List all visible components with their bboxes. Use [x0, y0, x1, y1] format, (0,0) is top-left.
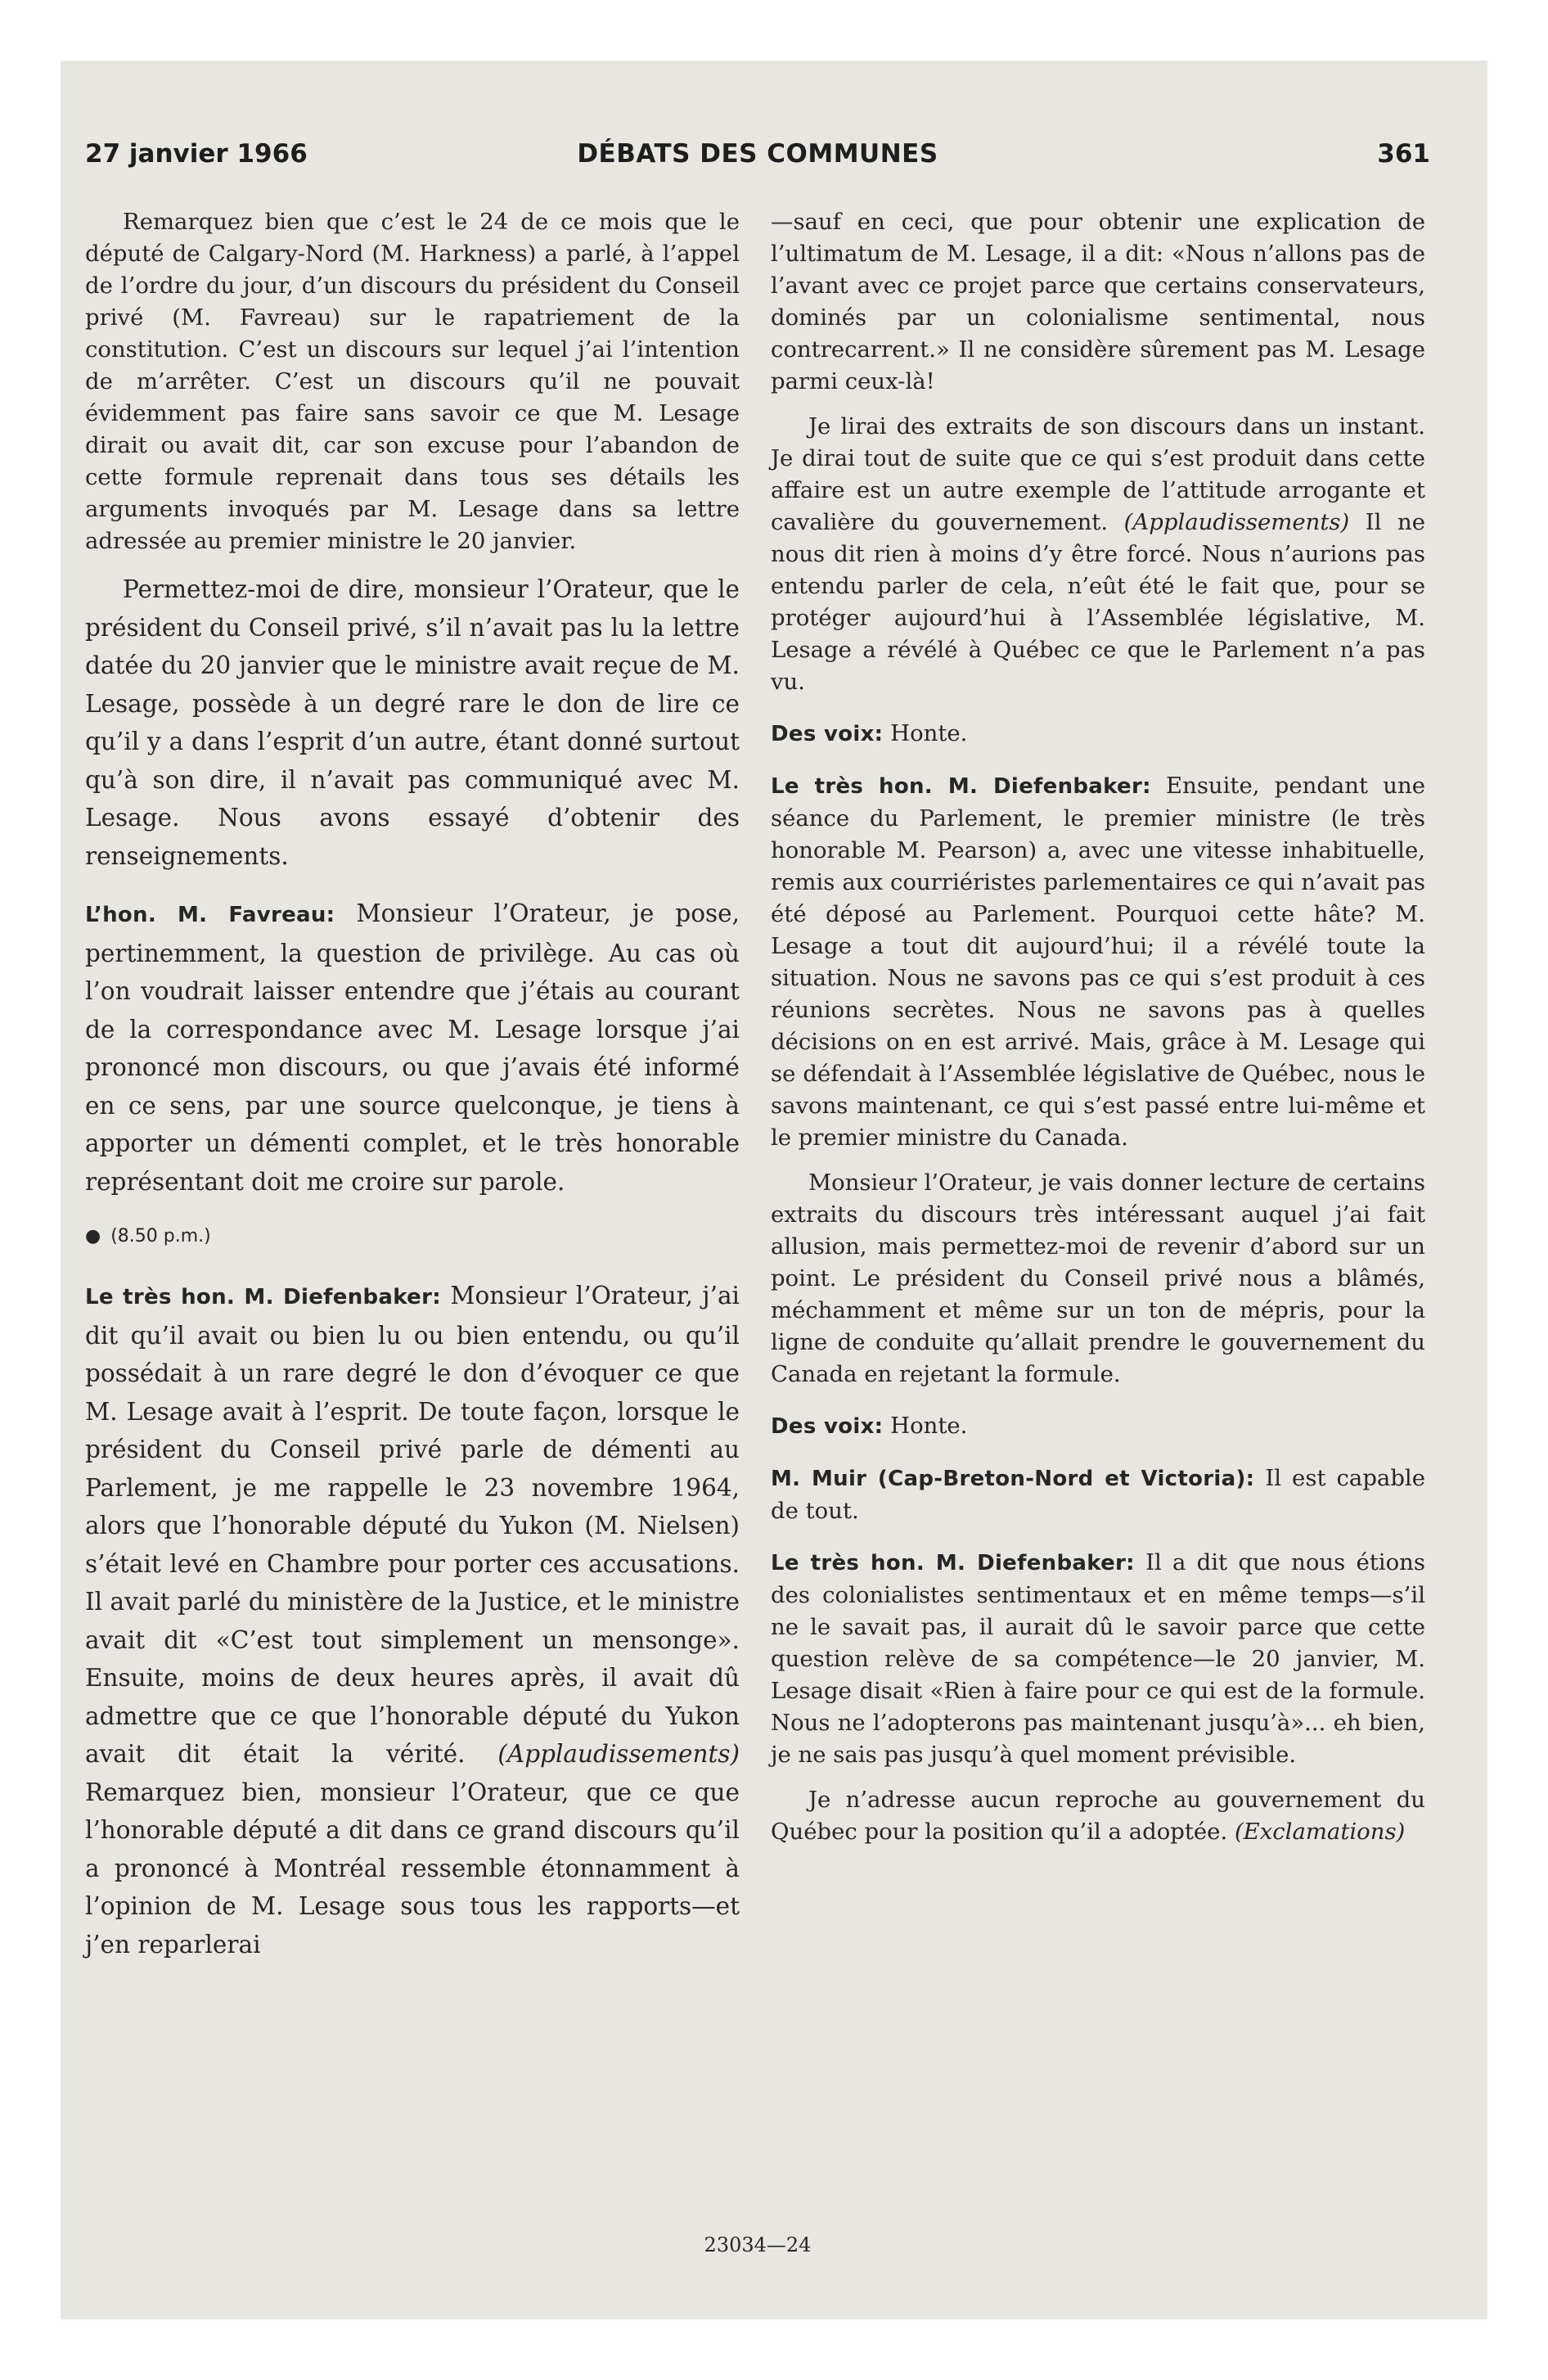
bullet-icon: ● [85, 1226, 101, 1246]
speech-muir [771, 1463, 1425, 1527]
speech-diefenbaker [771, 770, 1425, 1154]
speech-text: Honte. [890, 720, 968, 746]
hansard-page [85, 134, 1430, 2256]
speaker-name: L’hon. M. Favreau: [85, 903, 335, 927]
speech-text: Remarquez bien, monsieur l’Orateur, que ce que l’honorable député a dit dans ce grand discours qu’il a prononcé à Montréal ressemble étonnamment à l’opinion de M. Lesage sous tous les rapports—et j’en reparlerai [85, 1778, 740, 1959]
speech-favreau [85, 895, 740, 1201]
speaker-name: Le très hon. M. Diefenbaker: [85, 1285, 441, 1309]
footer-code: 23034—24 [704, 2234, 812, 2256]
speech-text: Monsieur l’Orateur, je pose, pertinemment, la question de privilège. Au cas où l’on voudrait laisser entendre que j’étais au courant de la correspondance avec M. Lesage lorsque j’ai prononcé mon discours, ou que j’avais été informé en ce sens, par une source quelconque, je tiens à apporter un démenti complet, et le très honorable représentant doit me croire sur parole. [85, 899, 740, 1196]
paragraph-text: Je n’adresse aucun reproche au gouvernement du Québec pour la position qu’il a adoptée. [771, 1787, 1425, 1845]
speech-text: Ensuite, pendant une séance du Parlement, le premier ministre (le très honorable M. Pearson) a, avec une vitesse inhabituelle, remis aux courriéristes parlementaires ce qui n’avait pas été déposé au Parlement. Pourquoi cette hâte? M. Lesage a tout dit aujourd’hui; il a révélé toute la situation. Nous ne savons pas ce qui s’est produit à ces réunions secrètes. Nous ne savons pas à quelles décisions on en est arrivé. Mais, grâce à M. Lesage qui se défendait à l’Assemblée législative de Québec, nous le savons maintenant, ce qui s’est passé entre lui-même et le premier ministre du Canada. [771, 773, 1425, 1151]
paragraph [771, 1784, 1425, 1848]
speech-text: Monsieur l’Orateur, j’ai dit qu’il avait ou bien lu ou bien entendu, ou qu’il possédait à un rare degré le don d’évoquer ce que M. Lesage avait à l’esprit. De toute façon, lorsque le président du Conseil privé parle de démenti au Parlement, je me rappelle le 23 novembre 1964, alors que l’honorable député du Yukon (M. Nielsen) s’était levé en Chambre pour porter ces accusations. Il avait parlé du ministère de la Justice, et le ministre avait dit «C’est tout simplement un mensonge». Ensuite, moins de deux heures après, il avait dû admettre que ce que l’honorable député du Yukon avait dit était la vérité. [85, 1282, 740, 1768]
speech-text: Il est capable de tout. [771, 1465, 1425, 1524]
page-number: 361 [1377, 139, 1430, 169]
right-column [771, 206, 1425, 1861]
voices-interjection [771, 1410, 1425, 1443]
header-title: DÉBATS DES COMMUNES [577, 139, 938, 169]
italic-interjection: (Applaudissements) [497, 1740, 740, 1768]
paragraph-text: Il ne nous dit rien à moins d’y être forcé. Nous n’aurions pas entendu parler de cela, n’eût été le fait que, pour se protéger aujourd’hui à l’Assemblée législative, M. Lesage a révélé à Québec ce que le Parlement n’a pas vu. [771, 509, 1425, 695]
italic-interjection: (Exclamations) [1234, 1819, 1406, 1845]
paragraph: Permettez-moi de dire, monsieur l’Orateur, que le président du Conseil privé, s’il n’avait pas lu la lettre datée du 20 janvier que le ministre avait reçue de M. Lesage, possède à un degré rare le don de lire ce qu’il y a dans l’esprit d’un autre, étant donné surtout qu’à son dire, il n’avait pas communiqué avec M. Lesage. Nous avons essayé d’obtenir des renseignements. [85, 575, 740, 870]
timestamp-text: (8.50 p.m.) [110, 1226, 211, 1246]
paragraph [771, 411, 1425, 698]
speaker-name: Des voix: [771, 1414, 884, 1439]
paragraph: —sauf en ceci, que pour obtenir une explication de l’ultimatum de M. Lesage, il a dit: «Nous n’allons pas de l’avant avec ce projet parce que certains conservateurs, dominés par un colonialisme sentimental, nous contrecarrent.» Il ne considère sûrement pas M. Lesage parmi ceux-là! [771, 209, 1425, 394]
paragraph: Remarquez bien que c’est le 24 de ce mois que le député de Calgary-Nord (M. Harkness) a parlé, à l’appel de l’ordre du jour, d’un discours du président du Conseil privé (M. Favreau) sur le rapatriement de la constitution. C’est un discours sur lequel j’ai l’intention de m’arrêter. C’est un discours qu’il ne pouvait évidemment pas faire sans savoir ce que M. Lesage dirait ou avait dit, car son excuse pour l’abandon de cette formule reprenait dans tous ses détails les arguments invoqués par M. Lesage dans sa lettre adressée au premier ministre le 20 janvier. [85, 209, 740, 554]
running-head [85, 134, 1430, 183]
speaker-name: M. Muir (Cap-Breton-Nord et Victoria): [771, 1467, 1255, 1491]
speech-text: Honte. [890, 1413, 968, 1439]
speech-diefenbaker [85, 1277, 740, 1963]
paragraph-text: Je lirai des extraits de son discours dans un instant. Je dirai tout de suite que ce qui s’est produit dans cette affaire est un autre exemple de l’attitude arrogante et cavalière du gouvernement. [771, 413, 1425, 535]
speech-text: Il a dit que nous étions des colonialistes sentimentaux et en même temps—s’il ne le savait pas, il aurait dû le savoir parce que cette question relève de sa compétence—le 20 janvier, M. Lesage disait «Rien à faire pour ce qui est de la formule. Nous ne l’adopterons pas maintenant jusqu’à»... eh bien, je ne sais pas jusqu’à quel moment prévisible. [771, 1549, 1425, 1768]
header-date: 27 janvier 1966 [85, 139, 308, 169]
timestamp [85, 1220, 740, 1252]
paragraph: Monsieur l’Orateur, je vais donner lecture de certains extraits du discours très intéressant auquel j’ai fait allusion, mais permettez-moi de revenir d’abord sur un point. Le président du Conseil privé nous a blâmés, méchamment et même sur un ton de mépris, pour la ligne de conduite qu’allait prendre le gouvernement du Canada en rejetant la formule. [771, 1170, 1425, 1387]
speaker-name: Le très hon. M. Diefenbaker: [771, 774, 1151, 799]
speaker-name: Des voix: [771, 722, 884, 746]
speaker-name: Le très hon. M. Diefenbaker: [771, 1551, 1135, 1575]
left-column [85, 206, 740, 1977]
voices-interjection [771, 718, 1425, 751]
speech-diefenbaker [771, 1547, 1425, 1771]
italic-interjection: (Applaudissements) [1123, 509, 1350, 535]
